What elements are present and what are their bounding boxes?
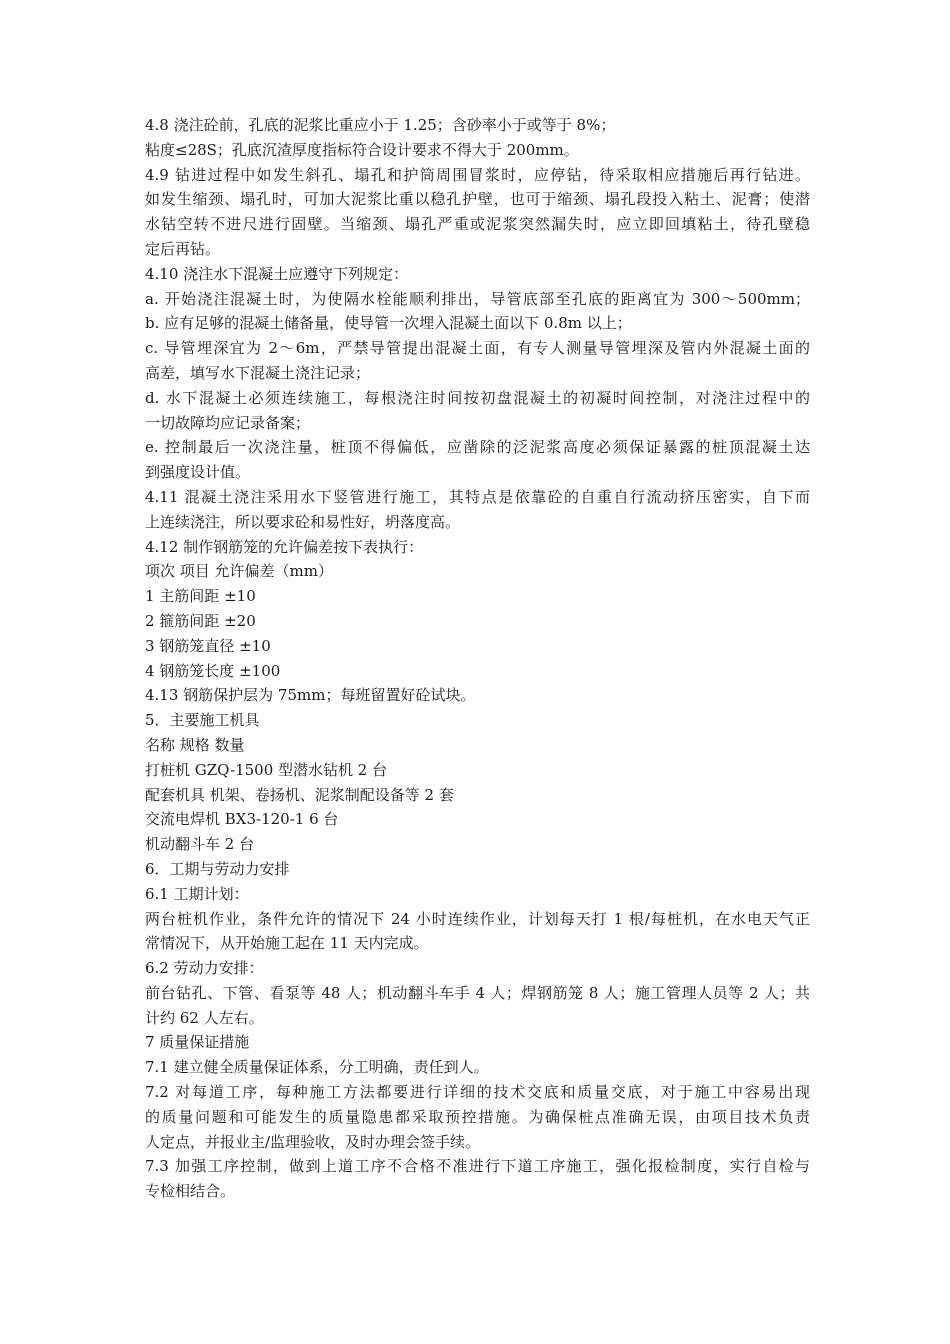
text-line: 高差，填写水下混凝土浇注记录； (145, 363, 371, 382)
text-line: 4.9 钻进过程中如发生斜孔、塌孔和护筒周围冒浆时，应停钻，待采取相应措施后再行钻进。 (145, 165, 810, 184)
text-line: 7.1 建立健全质量保证体系，分工明确，责任到人。 (145, 1058, 489, 1077)
text-line: 6．工期与劳动力安排 (145, 859, 290, 878)
text-line: 名称 规格 数量 (145, 735, 245, 754)
text-line: 4.13 钢筋保护层为 75mm；每班留置好砼试块。 (145, 686, 476, 705)
text-line: 7.3 加强工序控制，做到上道工序不合格不准进行下道工序施工，强化报检制度，实行自检与 (145, 1157, 810, 1176)
text-line: 的质量问题和可能发生的质量隐患都采取预控措施。为确保桩点准确无误，由项目技术负责 (145, 1107, 810, 1126)
text-line: e. 控制最后一次浇注量，桩顶不得偏低，应凿除的泛泥浆高度必须保证暴露的桩顶混凝土达 (145, 438, 810, 457)
text-line: 如发生缩颈、塌孔时，可加大泥浆比重以稳孔护壁，也可于缩颈、塌孔段投入粘土、泥膏；使潜 (145, 190, 810, 209)
document-page (145, 113, 810, 1204)
text-line: 专检相结合。 (145, 1182, 236, 1201)
text-line: 2 箍筋间距 ±20 (145, 611, 256, 630)
text-line: 6.1 工期计划： (145, 884, 249, 903)
text-line: 定后再钻。 (145, 239, 221, 258)
text-line: 5．主要施工机具 (145, 711, 260, 730)
text-line: 6.2 劳动力安排： (145, 959, 264, 978)
text-line: 1 主筋间距 ±10 (145, 587, 256, 606)
text-line: 7.2 对每道工序，每种施工方法都要进行详细的技术交底和质量交底，对于施工中容易出现 (145, 1083, 810, 1102)
text-line: 配套机具 机架、卷扬机、泥浆制配设备等 2 套 (145, 785, 454, 804)
text-line: d. 水下混凝土必须连续施工，每根浇注时间按初盘混凝土的初凝时间控制，对浇注过程中的 (145, 388, 810, 407)
text-line: 7 质量保证措施 (145, 1033, 250, 1052)
text-line: 打桩机 GZQ-1500 型潜水钻机 2 台 (145, 760, 388, 779)
text-line: 上连续浇注，所以要求砼和易性好，坍落度高。 (145, 512, 461, 531)
text-line: 到强度设计值。 (145, 463, 251, 482)
text-line: 项次 项目 允许偏差（mm） (145, 562, 333, 581)
text-line: a. 开始浇注混凝土时，为使隔水栓能顺利排出，导管底部至孔底的距离宜为 300～500mm； (145, 289, 810, 308)
text-line: 两台桩机作业，条件允许的情况下 24 小时连续作业，计划每天打 1 根/每桩机，在水电天气正 (145, 909, 810, 928)
text-line: 粘度≤28S；孔底沉渣厚度指标符合设计要求不得大于 200mm。 (145, 140, 579, 159)
text-line: 计约 62 人左右。 (145, 1008, 264, 1027)
text-line: 3 钢筋笼直径 ±10 (145, 636, 271, 655)
text-line: 4.12 制作钢筋笼的允许偏差按下表执行： (145, 537, 424, 556)
text-line: b. 应有足够的混凝土储备量，使导管一次埋入混凝土面以下 0.8m 以上； (145, 314, 632, 333)
text-line: c. 导管埋深宜为 2～6m，严禁导管提出混凝土面，有专人测量导管埋深及管内外混凝土面的 (145, 339, 810, 358)
text-line: 4.8 浇注砼前，孔底的泥浆比重应小于 1.25；含砂率小于或等于 8%； (145, 116, 616, 134)
text-line: 4 钢筋笼长度 ±100 (145, 661, 281, 680)
text-line: 交流电焊机 BX3-120-1 6 台 (145, 810, 339, 829)
text-line: 人定点，并报业主/监理验收，及时办理会签手续。 (145, 1132, 481, 1151)
text-line: 4.11 混凝土浇注采用水下竖管进行施工，其特点是依靠砼的自重自行流动挤压密实，自下而 (145, 487, 810, 506)
text-line: 前台钻孔、下管、看泵等 48 人；机动翻斗车手 4 人；焊钢筋笼 8 人；施工管理人员等 2 人；共 (145, 983, 810, 1002)
text-line: 机动翻斗车 2 台 (145, 835, 255, 854)
text-line: 水钻空转不进尺进行固壁。当缩颈、塌孔严重或泥浆突然漏失时，应立即回填粘土，待孔壁稳 (145, 215, 810, 234)
text-line: 4.10 浇注水下混凝土应遵守下列规定： (145, 264, 409, 283)
text-line: 一切故障均应记录备案； (145, 413, 311, 432)
text-line: 常情况下，从开始施工起在 11 天内完成。 (145, 934, 429, 953)
